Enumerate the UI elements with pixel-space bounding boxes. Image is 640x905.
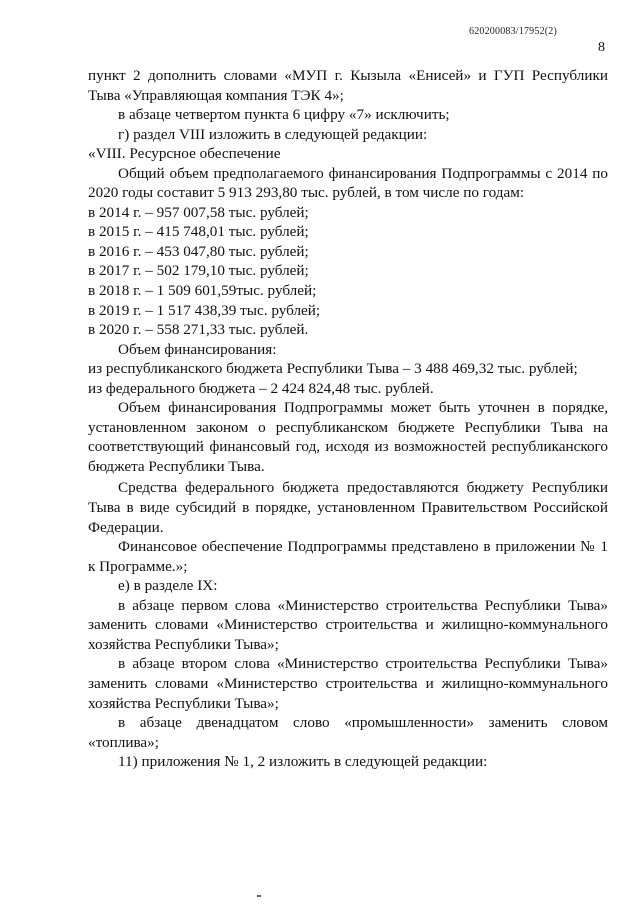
funding-year-line: в 2015 г. – 415 748,01 тыс. рублей; [88,223,309,241]
paragraph: 11) приложения № 1, 2 изложить в следующей редакции: [118,753,488,771]
section-heading: «VIII. Ресурсное обеспечение [88,145,281,163]
paragraph: в абзаце втором слова «Министерство строительства Республики Тыва» заменить словами «Министерство строительства и жилищно-коммунального хозяйства Республики Тыва»; [88,655,608,712]
funding-year-line: в 2014 г. – 957 007,58 тыс. рублей; [88,203,309,221]
paragraph: в абзаце двенадцатом слово «промышленности» заменить словом «топлива»; [88,714,608,751]
paragraph: Объем финансирования Подпрограммы может быть уточнен в порядке, установленном законом о республиканском бюджете Республики Тыва на соответствующий финансовый год, исходя из возможностей республиканского бюджета Республики Тыва. [88,399,608,475]
paragraph: е) в разделе IX: [118,577,218,595]
funding-year-line: в 2019 г. – 1 517 438,39 тыс. рублей; [88,301,321,319]
document-body [88,66,608,772]
paragraph: в абзаце первом слова «Министерство строительства Республики Тыва» заменить словами «Министерство строительства и жилищно-коммунального хозяйства Республики Тыва»; [88,596,608,653]
funding-year-line: в 2016 г. – 453 047,80 тыс. рублей; [88,242,309,260]
paragraph: Финансовое обеспечение Подпрограммы представлено в приложении № 1 к Программе.»; [88,538,608,575]
paragraph: пункт 2 дополнить словами «МУП г. Кызыла «Енисей» и ГУП Республики Тыва «Управляющая компания ТЭК 4»; [88,67,608,104]
funding-year-line: в 2017 г. – 502 179,10 тыс. рублей; [88,262,309,280]
funding-source-line: из федерального бюджета – 2 424 824,48 тыс. рублей. [88,379,434,397]
paragraph: г) раздел VIII изложить в следующей редакции: [118,125,428,143]
scan-artifact [257,895,261,897]
paragraph: Объем финансирования: [118,340,277,358]
funding-year-line: в 2018 г. – 1 509 601,59тыс. рублей; [88,282,317,300]
paragraph: Общий объем предполагаемого финансирования Подпрограммы с 2014 по 2020 годы составит 5 913 293,80 тыс. рублей, в том числе по годам: [88,164,608,202]
page-number: 8 [598,40,605,55]
paragraph: в абзаце четвертом пункта 6 цифру «7» исключить; [118,106,450,124]
paragraph: Средства федерального бюджета предоставляются бюджету Республики Тыва в виде субсидий в порядке, установленном Правительством Российской Федерации. [88,479,608,536]
funding-year-line: в 2020 г. – 558 271,33 тыс. рублей. [88,321,309,339]
document-id: 620200083/17952(2) [469,26,558,37]
funding-source-line: из республиканского бюджета Республики Тыва – 3 488 469,32 тыс. рублей; [88,360,578,378]
